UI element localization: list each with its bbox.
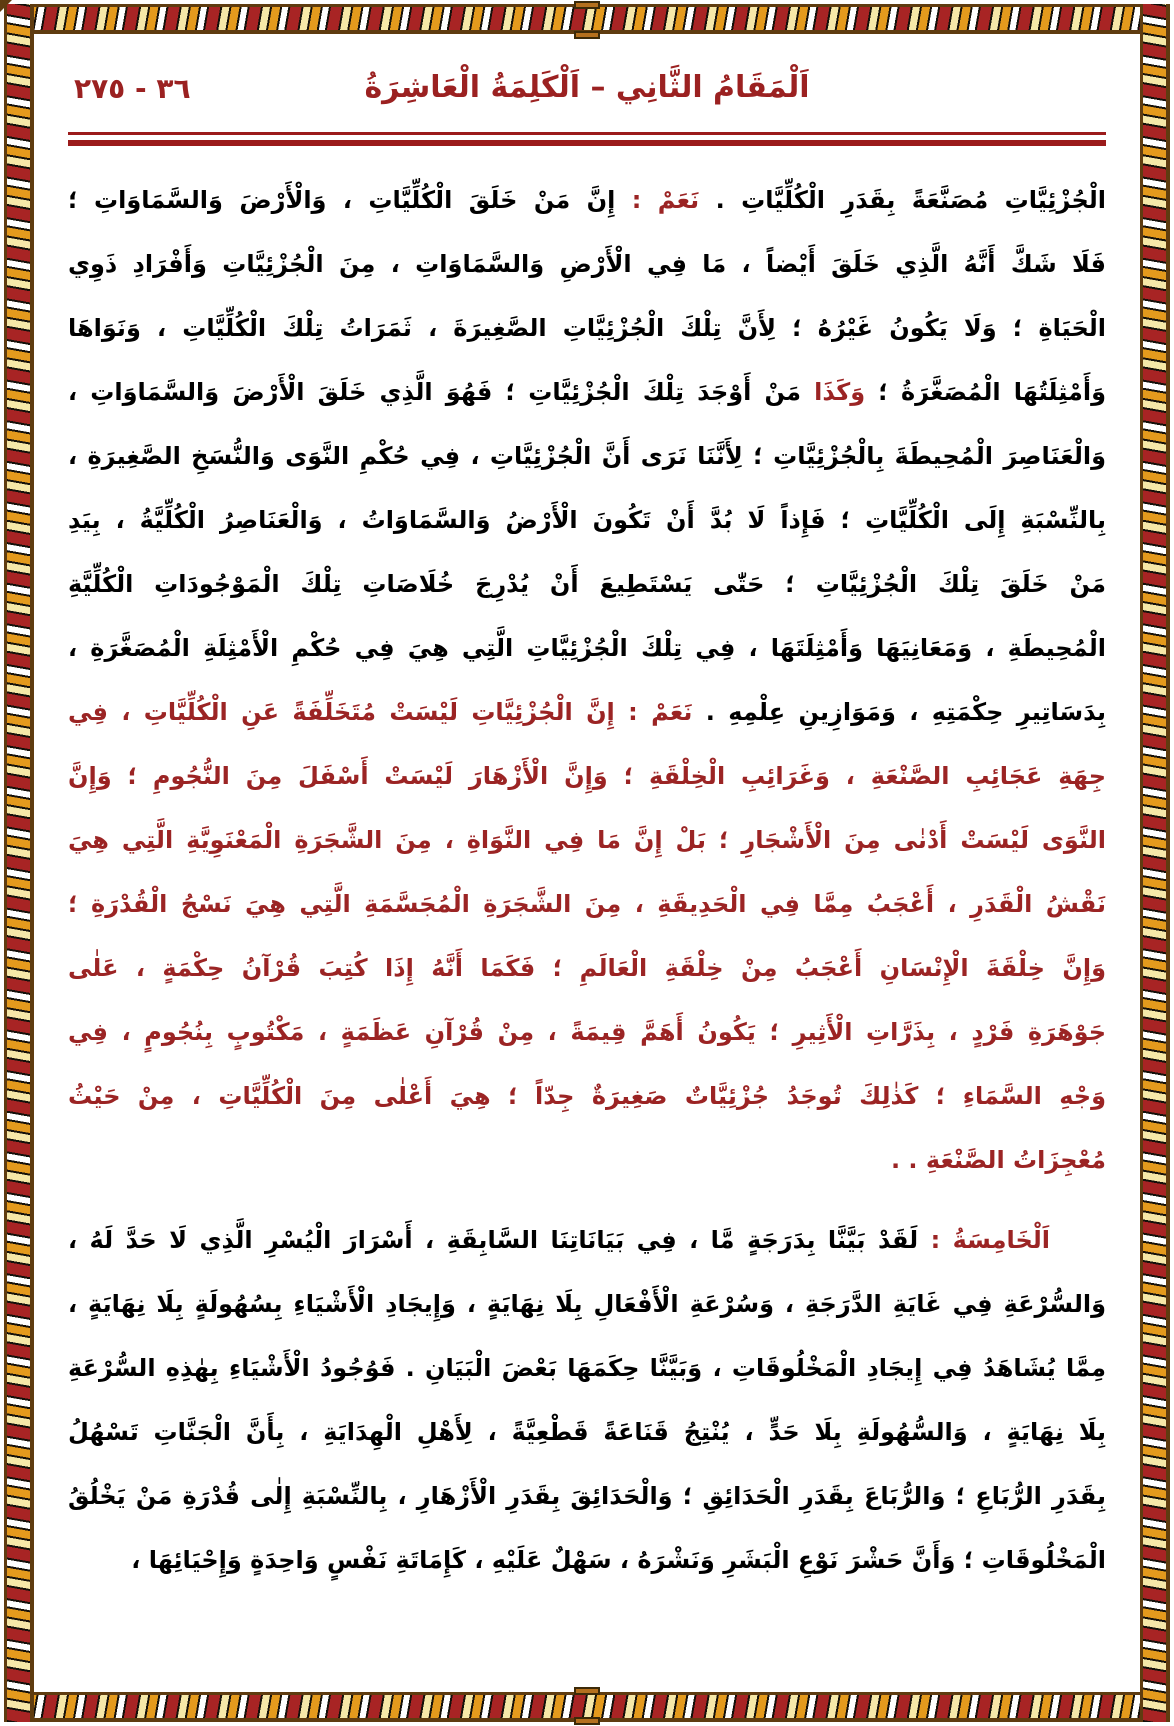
page-number: ٣٦ - ٢٧٥	[74, 72, 191, 105]
text-line	[68, 1400, 1106, 1464]
text-line	[68, 616, 1106, 680]
text-segment: لَقَدْ بَيَّنَّا بِدَرَجَةٍ مَّا ، فِي بَيَانَاتِنَا السَّابِقَةِ ، أَسْرَارَ الْيُسْرِ الَّذِي لَا حَدَّ لَهُ ،	[68, 1226, 919, 1254]
text-line	[68, 1000, 1106, 1064]
text-line	[68, 360, 1106, 424]
page-header	[68, 64, 1106, 126]
text-segment: مِمَّا يُشَاهَدُ فِي إِيجَادِ الْمَخْلُوقَاتِ ، وَبَيَّنَّا حِكَمَهَا بَعْضَ الْبَيَانِ . فَوُجُودُ الْأَشْيَاءِ بِهٰذِهِ السُّرْعَةِ	[68, 1354, 1106, 1382]
border-clasp-icon	[574, 1, 600, 9]
paragraph	[68, 1208, 1106, 1592]
text-segment: الْحَيَاةِ ؛ وَلَا يَكُونُ غَيْرُهُ ؛ لِأَنَّ تِلْكَ الْجُزْئِيَّاتِ الصَّغِيرَةَ ، ثَمَرَاتُ تِلْكَ الْكُلِّيَّاتِ ، وَنَوَاهَا	[68, 314, 1106, 342]
text-segment: جَوْهَرَةِ فَرْدٍ ، بِذَرَّاتِ الْأَثِيرِ ؛ يَكُونُ أَهَمَّ قِيمَةً ، مِنْ قُرْآنِ عَظَمَةٍ ، مَكْتُوبٍ بِنُجُومٍ ، فِي	[68, 1018, 1106, 1046]
text-segment: الْمَخْلُوقَاتِ ؛ وَأَنَّ حَشْرَ نَوْعِ الْبَشَرِ وَنَشْرَهُ ، سَهْلٌ عَلَيْهِ ، كَإِمَاتَةِ نَفْسٍ وَاحِدَةٍ وَإِحْيَائِهَا ،	[131, 1546, 1106, 1574]
body-text	[68, 168, 1106, 1592]
text-segment: وَأَمْثِلَتُهَا الْمُصَغَّرَةُ ؛	[865, 378, 1106, 406]
border-clasp-icon	[574, 1717, 600, 1725]
text-segment: مَنْ أَوْجَدَ تِلْكَ الْجُزْئِيَّاتِ ؛ فَهُوَ الَّذِي خَلَقَ الْأَرْضَ وَالسَّمَاوَاتِ ،	[68, 378, 815, 406]
border-clasp-icon	[574, 31, 600, 39]
border-left-ornament	[4, 4, 34, 1722]
text-line	[68, 488, 1106, 552]
text-segment: نَعَمْ : إِنَّ الْجُزْئِيَّاتِ لَيْسَتْ مُتَخَلِّفَةً عَنِ الْكُلِّيَّاتِ ، فِي	[68, 698, 693, 726]
text-line	[68, 1272, 1106, 1336]
text-line	[68, 1336, 1106, 1400]
text-line	[68, 872, 1106, 936]
text-line	[68, 936, 1106, 1000]
text-segment: بِدَسَاتِيرِ حِكْمَتِهِ ، وَمَوَازِينِ عِلْمِهِ .	[692, 698, 1106, 726]
text-line	[68, 744, 1106, 808]
text-segment: نَقْشُ الْقَدَرِ ، أَعْجَبُ مِمَّا فِي الْحَدِيقَةِ ، مِنَ الشَّجَرَةِ الْمُجَسَّمَةِ الَّتِي هِيَ نَسْجُ الْقُدْرَةِ ؛	[68, 890, 1106, 918]
text-segment: بِلَا نِهَايَةٍ ، وَالسُّهُولَةِ بِلَا حَدٍّ ، يُنْتِجُ قَنَاعَةً قَطْعِيَّةً ، لِأَهْلِ الْهِدَايَةِ ، بِأَنَّ الْجَنَّاتِ تَسْهُلُ	[68, 1418, 1106, 1446]
text-segment: اَلْخَامِسَةُ :	[918, 1226, 1050, 1254]
text-segment: إِنَّ مَنْ خَلَقَ الْكُلِّيَّاتِ ، وَالْأَرْضَ وَالسَّمَاوَاتِ ؛	[68, 186, 616, 214]
text-segment: مُعْجِزَاتُ الصَّنْعَةِ . .	[890, 1146, 1106, 1174]
text-line	[68, 1208, 1106, 1272]
text-line	[68, 1528, 1106, 1592]
text-segment: نَعَمْ :	[615, 186, 700, 214]
border-clasp-icon	[574, 1687, 600, 1695]
text-line	[68, 680, 1106, 744]
text-segment: وَجْهِ السَّمَاءِ ؛ كَذٰلِكَ تُوجَدُ جُزْئِيَّاتٌ صَغِيرَةٌ جِدّاً ؛ هِيَ أَعْلٰى مِنَ الْكُلِّيَّاتِ ، مِنْ حَيْثُ	[68, 1082, 1106, 1110]
page-content	[68, 64, 1106, 1666]
text-segment: الْجُزْئِيَّاتِ مُصَنَّعَةً بِقَدَرِ الْكُلِّيَّاتِ .	[699, 186, 1107, 214]
text-line	[68, 1064, 1106, 1128]
text-segment: وَالسُّرْعَةِ فِي غَايَةِ الدَّرَجَةِ ، وَسُرْعَةِ الْأَفْعَالِ بِلَا نِهَايَةٍ ، وَإِيجَادِ الْأَشْيَاءِ بِسُهُولَةٍ بِلَا نِهَايَةٍ ،	[68, 1290, 1106, 1318]
paragraph	[68, 168, 1106, 1192]
text-segment: جِهَةِ عَجَائِبِ الصَّنْعَةِ ، وَغَرَائِبِ الْخِلْقَةِ ؛ وَإِنَّ الْأَزْهَارَ لَيْسَتْ أَسْفَلَ مِنَ النُّجُومِ ؛ وَإِنَّ	[68, 762, 1106, 790]
text-segment: النَّوَى لَيْسَتْ أَدْنٰى مِنَ الْأَشْجَارِ ؛ بَلْ إِنَّ مَا فِي النَّوَاةِ ، مِنَ الشَّجَرَةِ الْمَعْنَوِيَّةِ الَّتِي هِيَ	[68, 826, 1106, 854]
text-line	[68, 168, 1106, 232]
text-line	[68, 808, 1106, 872]
text-line	[68, 424, 1106, 488]
text-line	[68, 232, 1106, 296]
text-segment: بِقَدَرِ الرُّبَاعِ ؛ وَالرُّبَاعَ بِقَدَرِ الْحَدَائِقِ ؛ وَالْحَدَائِقَ بِقَدَرِ الْأَزْهَارِ ، بِالنِّسْبَةِ إِلٰى قُدْرَةِ مَنْ يَخْلُقُ	[68, 1482, 1106, 1510]
text-line	[68, 1464, 1106, 1528]
header-divider-rule	[68, 132, 1106, 146]
text-segment: فَلَا شَكَّ أَنَّهُ الَّذِي خَلَقَ أَيْضاً ، مَا فِي الْأَرْضِ وَالسَّمَاوَاتِ ، مِنَ الْجُزْئِيَّاتِ وَأَفْرَادِ ذَوِي	[68, 250, 1106, 278]
border-right-ornament	[1140, 4, 1170, 1722]
text-line	[68, 552, 1106, 616]
text-segment: وَالْعَنَاصِرَ الْمُحِيطَةَ بِالْجُزْئِيَّاتِ ؛ لِأَنَّنَا نَرَى أَنَّ الْجُزْئِيَّاتِ ، فِي حُكْمِ النَّوَى وَالنُّسَخِ الصَّغِيرَةِ ،	[68, 442, 1106, 470]
text-segment: الْمُحِيطَةِ ، وَمَعَانِيَهَا وَأَمْثِلَتَهَا ، فِي تِلْكَ الْجُزْئِيَّاتِ الَّتِي هِيَ فِي حُكْمِ الْأَمْثِلَةِ الْمُصَغَّرَةِ ،	[68, 634, 1106, 662]
text-line	[68, 296, 1106, 360]
text-segment: وَكَذَا	[814, 378, 866, 406]
text-line	[68, 1128, 1106, 1192]
page-title: اَلْمَقَامُ الثَّانِي – اَلْكَلِمَةُ الْعَاشِرَةُ	[364, 70, 810, 105]
text-segment: بِالنِّسْبَةِ إِلَى الْكُلِّيَّاتِ ؛ فَإِذاً لَا بُدَّ أَنْ تَكُونَ الْأَرْضُ وَالسَّمَاوَاتُ ، وَالْعَنَاصِرُ الْكُلِّيَّةُ ، بِيَدِ	[68, 506, 1106, 534]
text-segment: وَإِنَّ خِلْقَةَ الْإِنْسَانِ أَعْجَبُ مِنْ خِلْقَةِ الْعَالَمِ ؛ فَكَمَا أَنَّهُ إِذَا كُتِبَ قُرْآنُ حِكْمَةٍ ، عَلٰى	[68, 954, 1106, 982]
text-segment: مَنْ خَلَقَ تِلْكَ الْجُزْئِيَّاتِ ؛ حَتّٰى يَسْتَطِيعَ أَنْ يُدْرِجَ خُلَاصَاتِ تِلْكَ الْمَوْجُودَاتِ الْكُلِّيَّةِ	[68, 570, 1106, 598]
